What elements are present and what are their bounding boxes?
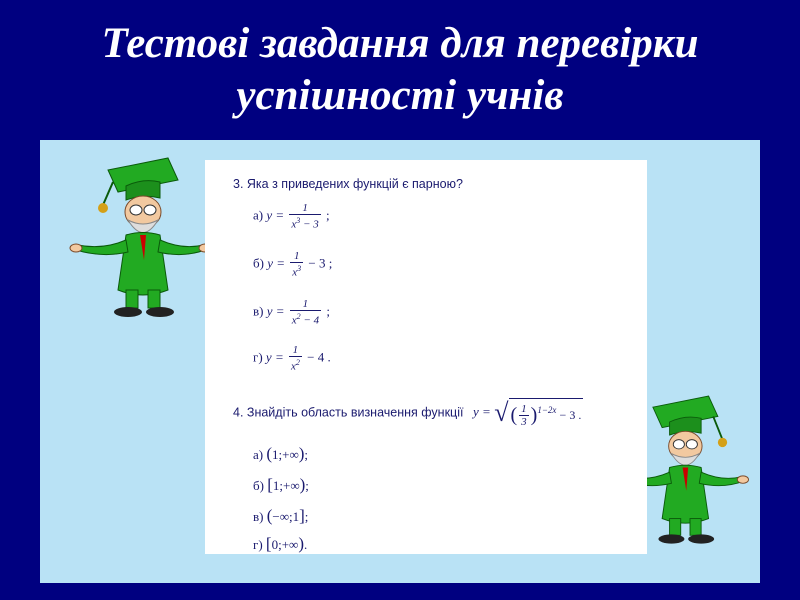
fraction-denominator: $x^2 - 4$ xyxy=(291,312,320,327)
interval-body: 1;+∞ xyxy=(272,478,300,493)
fraction-numerator: 1 xyxy=(289,202,320,215)
option-label: а) xyxy=(253,447,264,462)
option-lhs: y = xyxy=(266,303,285,319)
interval-close: ) xyxy=(298,444,305,463)
q4-option-b xyxy=(253,475,309,495)
option-tail: ; xyxy=(305,478,309,493)
option-tail: ; xyxy=(304,447,309,462)
radicand: ( $\frac{1}{3}$ )$^{1-2x}$ − 3 . xyxy=(509,398,584,428)
interval-open: ( xyxy=(266,444,273,463)
q4-option-c xyxy=(253,506,308,526)
q3-option-c xyxy=(253,298,330,327)
interval-open: [ xyxy=(267,475,273,494)
slide-title xyxy=(0,18,800,122)
interval-close: ) xyxy=(299,475,306,494)
q3-option-a xyxy=(253,202,330,231)
option-tail: . xyxy=(303,537,308,552)
sqrt-expression xyxy=(494,398,583,428)
title-line-2: успішності учнів xyxy=(236,72,564,119)
option-tail: − 4 . xyxy=(307,349,331,365)
option-label: а) xyxy=(253,207,264,223)
option-lhs: y = xyxy=(265,349,284,365)
graduate-professor-illustration-left xyxy=(68,150,208,320)
radical-sign: √ xyxy=(494,398,509,427)
q3-option-b xyxy=(253,250,332,279)
formula-tail: − 3 . xyxy=(559,408,582,422)
exponent: 1−2x xyxy=(537,405,557,416)
interval-body: −∞;1 xyxy=(272,509,300,524)
fraction-denominator: $x^3 - 3$ xyxy=(291,216,319,231)
fraction xyxy=(290,298,321,327)
title-line-1: Тестові завдання для перевірки xyxy=(101,20,699,67)
question-4-text: 4. Знайдіть область визначення функції xyxy=(233,405,464,420)
fraction-numerator: 1 xyxy=(290,298,321,311)
question-4 xyxy=(233,398,583,428)
interval-body: 0;+∞ xyxy=(271,537,299,552)
fraction-denominator: $x^2$ xyxy=(290,358,300,373)
fraction-numerator: 1 xyxy=(290,250,303,263)
q4-option-d xyxy=(253,534,307,554)
fraction-denominator: 3 xyxy=(521,416,527,428)
fraction xyxy=(289,344,302,373)
interval-close: ) xyxy=(298,534,304,553)
interval-open: ( xyxy=(266,506,273,525)
q3-option-d xyxy=(253,344,331,373)
fraction xyxy=(519,403,529,428)
option-tail: − 3 ; xyxy=(308,255,333,271)
question-3-text: 3. Яка з приведених функцій є парною? xyxy=(233,177,463,191)
formula-lhs: y = xyxy=(472,404,491,420)
option-label: в) xyxy=(253,303,264,319)
fraction xyxy=(290,250,303,279)
fraction-denominator: $x^3$ xyxy=(292,264,302,279)
test-questions-card xyxy=(205,160,647,554)
fraction-numerator: 1 xyxy=(289,344,302,357)
option-lhs: y = xyxy=(267,255,285,271)
option-label: б) xyxy=(253,478,264,493)
option-label: б) xyxy=(253,255,264,271)
interval-open: [ xyxy=(265,534,272,553)
option-label: в) xyxy=(253,509,264,524)
option-lhs: y = xyxy=(266,207,285,223)
option-tail: ; xyxy=(326,303,330,319)
option-tail: ; xyxy=(325,207,330,223)
option-label: г) xyxy=(253,537,263,552)
fraction-numerator: 1 xyxy=(521,403,527,415)
professor-figure xyxy=(70,158,208,317)
option-label: г) xyxy=(253,349,263,365)
interval-body: 1;+∞ xyxy=(272,447,299,462)
interval-close: ] xyxy=(299,506,305,525)
option-tail: ; xyxy=(304,509,309,524)
fraction xyxy=(289,202,320,231)
q4-option-a xyxy=(253,444,308,464)
